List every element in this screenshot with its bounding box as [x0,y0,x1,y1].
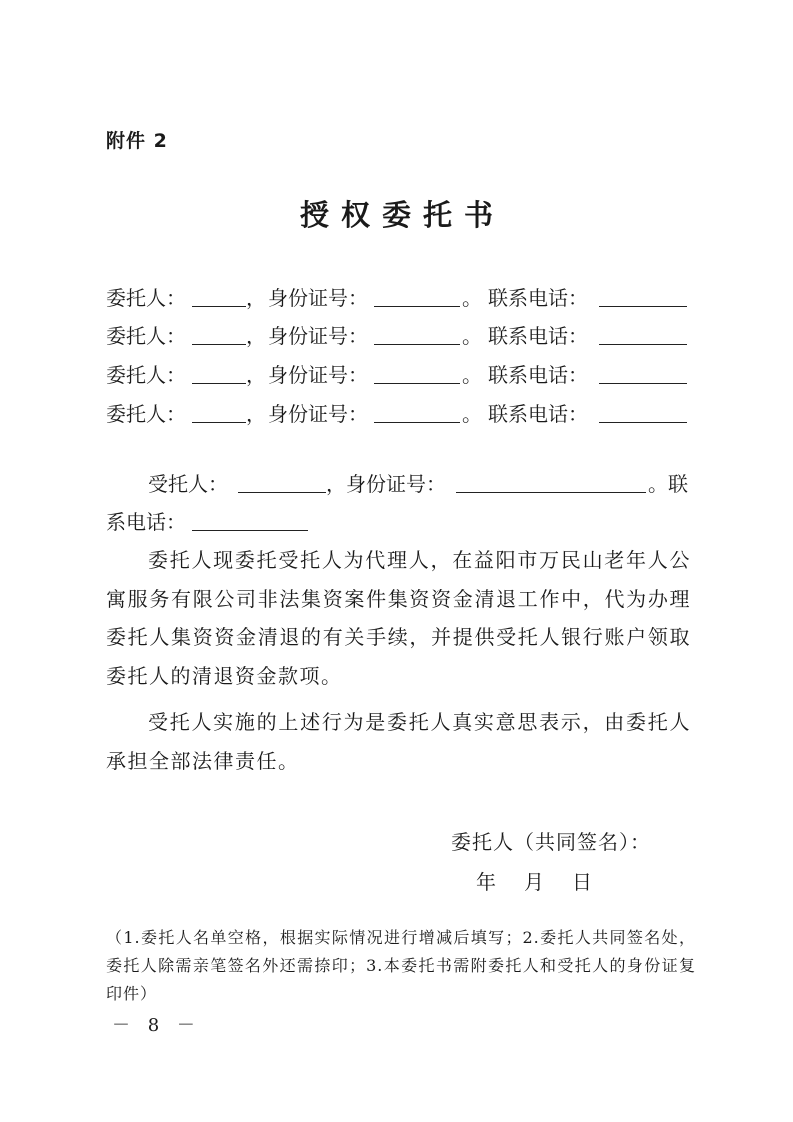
principal-row [106,322,691,350]
id-end: 。 [462,324,482,348]
phone-label: 联系电话： [488,286,588,310]
phone-label: 联系电话： [488,363,588,387]
authorization-paragraph: 委托人现委托受托人为代理人，在益阳市万民山老年人公寓服务有限公司非法集资案件集资资金清退工作中，代为办理委托人集资资金清退的有关手续，并提供受托人银行账户领取委托人的清退资金款项。 [106,548,691,688]
date-year: 年 [476,870,496,894]
date-month: 月 [524,870,544,894]
instructions-note: （1.委托人名单空格，根据实际情况进行增减后填写；2.委托人共同签名处，委托人除需亲笔签名外还需捺印；3.本委托书需附委托人和受托人的身份证复印件） [106,928,696,1003]
principal-label: 委托人： [106,324,186,348]
phone-blank[interactable] [599,383,687,384]
principal-row [106,400,691,428]
principal-label: 委托人： [106,402,186,426]
id-label: 身份证号： [268,363,368,387]
principal-name-blank[interactable] [192,422,246,423]
agent-row [106,470,691,498]
phone-blank[interactable] [599,306,687,307]
id-end: 。 [462,286,482,310]
id-label: 身份证号： [268,402,368,426]
date-day: 日 [572,870,592,894]
agent-phone-blank[interactable] [192,530,308,531]
principal-label: 委托人： [106,286,186,310]
principal-separator: ， [246,324,266,348]
liability-paragraph: 受托人实施的上述行为是委托人真实意思表示，由委托人承担全部法律责任。 [106,710,691,773]
agent-id-end: 。联 [648,472,688,496]
agent-phone-label: 系电话： [106,510,186,534]
principal-label: 委托人： [106,363,186,387]
phone-label: 联系电话： [488,324,588,348]
principal-separator: ， [246,363,266,387]
principal-row [106,284,691,312]
id-end: 。 [462,402,482,426]
attachment-label: 附件 2 [106,130,168,152]
principal-name-blank[interactable] [192,306,246,307]
principal-name-blank[interactable] [192,344,246,345]
id-label: 身份证号： [268,286,368,310]
id-number-blank[interactable] [374,306,460,307]
agent-label: 受托人： [148,472,228,496]
principal-separator: ， [246,402,266,426]
principal-name-blank[interactable] [192,383,246,384]
signature-label: 委托人（共同签名）： [451,830,651,854]
id-number-blank[interactable] [374,344,460,345]
agent-id-blank[interactable] [456,492,646,493]
agent-name-blank[interactable] [238,492,326,493]
phone-blank[interactable] [599,344,687,345]
page-number: － 8 － [112,1015,201,1036]
agent-phone-row [106,508,406,536]
principal-separator: ， [246,286,266,310]
agent-separator: ， [326,472,346,496]
document-title: 授权委托书 [299,198,505,232]
id-label: 身份证号： [268,324,368,348]
agent-id-label: 身份证号： [346,472,446,496]
id-end: 。 [462,363,482,387]
id-number-blank[interactable] [374,383,460,384]
phone-blank[interactable] [599,422,687,423]
id-number-blank[interactable] [374,422,460,423]
phone-label: 联系电话： [488,402,588,426]
principal-row [106,361,691,389]
